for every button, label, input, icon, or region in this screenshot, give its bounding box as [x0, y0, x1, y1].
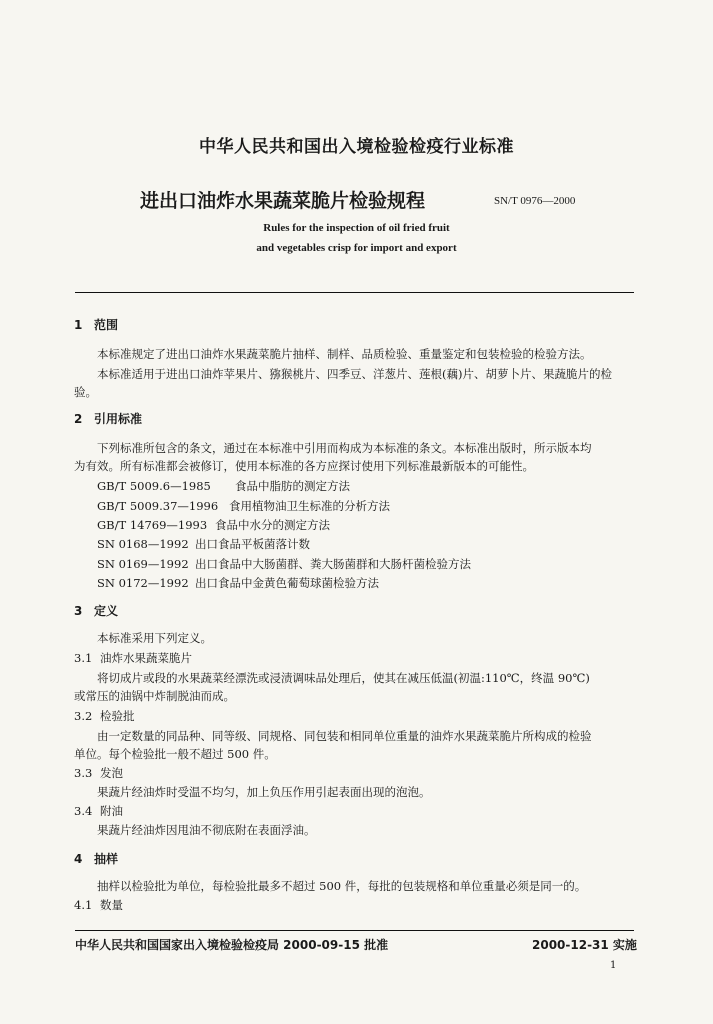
- english-title-line-1: Rules for the inspection of oil fried fruit: [263, 222, 450, 234]
- reference-item: [97, 498, 390, 514]
- reference-code: GB/T 14769—1993: [97, 518, 208, 532]
- definition-number: 3.2: [74, 709, 93, 723]
- reference-name: 食品中水分的测定方法: [215, 518, 330, 532]
- implementation-date: 2000-12-31 实施: [532, 938, 637, 952]
- reference-code: GB/T 5009.37—1996: [97, 499, 219, 513]
- page-number: 1: [610, 960, 617, 971]
- english-title-line-2: and vegetables crisp for import and export: [256, 242, 457, 254]
- section-title: 定义: [94, 604, 119, 618]
- definition-heading: [74, 765, 123, 781]
- section-3-intro: 本标准采用下列定义。: [97, 631, 212, 645]
- subsection-title: 数量: [100, 898, 123, 912]
- section-3-heading: [74, 602, 118, 619]
- reference-item: [97, 556, 471, 572]
- section-1-paragraph-1: 本标准规定了进出口油炸水果蔬菜脆片抽样、制样、品质检验、重量鉴定和包装检验的检验方法。: [97, 347, 592, 361]
- header-divider: [75, 292, 634, 293]
- definition-text-cont: 或常压的油锅中炸制脱油而成。: [74, 689, 235, 703]
- definition-term: 发泡: [100, 766, 123, 780]
- reference-item: [97, 536, 310, 552]
- section-number: 3: [74, 604, 83, 618]
- reference-name: 出口食品平板菌落计数: [195, 537, 310, 551]
- section-1-heading: [74, 316, 118, 333]
- definition-number: 3.4: [74, 804, 93, 818]
- reference-item: [97, 478, 350, 494]
- definition-heading: [74, 650, 192, 666]
- definition-text: 将切成片或段的水果蔬菜经漂洗或浸渍调味品处理后，使其在减压低温(初温:110℃，终温 90℃): [97, 671, 590, 685]
- footer-divider: [75, 930, 634, 931]
- section-1-paragraph-2-cont: 验。: [74, 385, 97, 399]
- definition-text: 由一定数量的同品种、同等级、同规格、同包装和相同单位重量的油炸水果蔬菜脆片所构成的检验: [97, 729, 592, 743]
- definition-term: 检验批: [100, 709, 135, 723]
- section-4-paragraph-1: 抽样以检验批为单位，每检验批最多不超过 500 件，每批的包装规格和单位重量必须是同一的。: [97, 879, 587, 893]
- definition-text-cont: 单位。每个检验批一般不超过 500 件。: [74, 747, 276, 761]
- definition-heading: [74, 803, 123, 819]
- approval-statement: 中华人民共和国国家出入境检验检疫局 2000-09-15 批准: [75, 938, 389, 952]
- section-title: 范围: [94, 318, 119, 332]
- definition-number: 3.1: [74, 651, 93, 665]
- reference-code: SN 0172—1992: [97, 576, 189, 590]
- definition-heading: [74, 708, 135, 724]
- reference-code: GB/T 5009.6—1985: [97, 479, 211, 493]
- definition-text: 果蔬片经油炸因甩油不彻底附在表面浮油。: [97, 823, 316, 837]
- subsection-number: 4.1: [74, 898, 93, 912]
- section-title: 引用标准: [94, 412, 143, 426]
- reference-name: 食品中脂肪的测定方法: [235, 479, 350, 493]
- document-title: 进出口油炸水果蔬菜脆片检验规程: [140, 190, 426, 212]
- reference-name: 食用植物油卫生标准的分析方法: [229, 499, 390, 513]
- section-number: 4: [74, 852, 83, 866]
- definition-text: 果蔬片经油炸时受温不均匀，加上负压作用引起表面出现的泡泡。: [97, 785, 431, 799]
- section-1-paragraph-2: 本标准适用于进出口油炸苹果片、猕猴桃片、四季豆、洋葱片、莲根(藕)片、胡萝卜片、果蔬脆片的检: [97, 367, 612, 381]
- definition-term: 附油: [100, 804, 123, 818]
- section-2-paragraph-1: 下列标准所包含的条文，通过在本标准中引用而构成为本标准的条文。本标准出版时，所示版本均: [97, 441, 592, 455]
- reference-code: SN 0168—1992: [97, 537, 189, 551]
- reference-item: [97, 575, 379, 591]
- section-4-heading: [74, 850, 118, 867]
- reference-name: 出口食品中大肠菌群、粪大肠菌群和大肠杆菌检验方法: [195, 557, 471, 571]
- reference-code: SN 0169—1992: [97, 557, 189, 571]
- definition-term: 油炸水果蔬菜脆片: [100, 651, 192, 665]
- section-2-paragraph-1-cont: 为有效。所有标准都会被修订，使用本标准的各方应探讨使用下列标准最新版本的可能性。: [74, 459, 534, 473]
- section-title: 抽样: [94, 852, 119, 866]
- section-number: 2: [74, 412, 83, 426]
- issuing-organization: 中华人民共和国出入境检验检疫行业标准: [199, 137, 514, 157]
- standard-number: SN/T 0976—2000: [494, 195, 576, 207]
- definition-number: 3.3: [74, 766, 93, 780]
- reference-name: 出口食品中金黄色葡萄球菌检验方法: [195, 576, 379, 590]
- section-2-heading: [74, 410, 142, 427]
- section-number: 1: [74, 318, 83, 332]
- subsection-heading: [74, 897, 123, 913]
- reference-item: [97, 517, 330, 533]
